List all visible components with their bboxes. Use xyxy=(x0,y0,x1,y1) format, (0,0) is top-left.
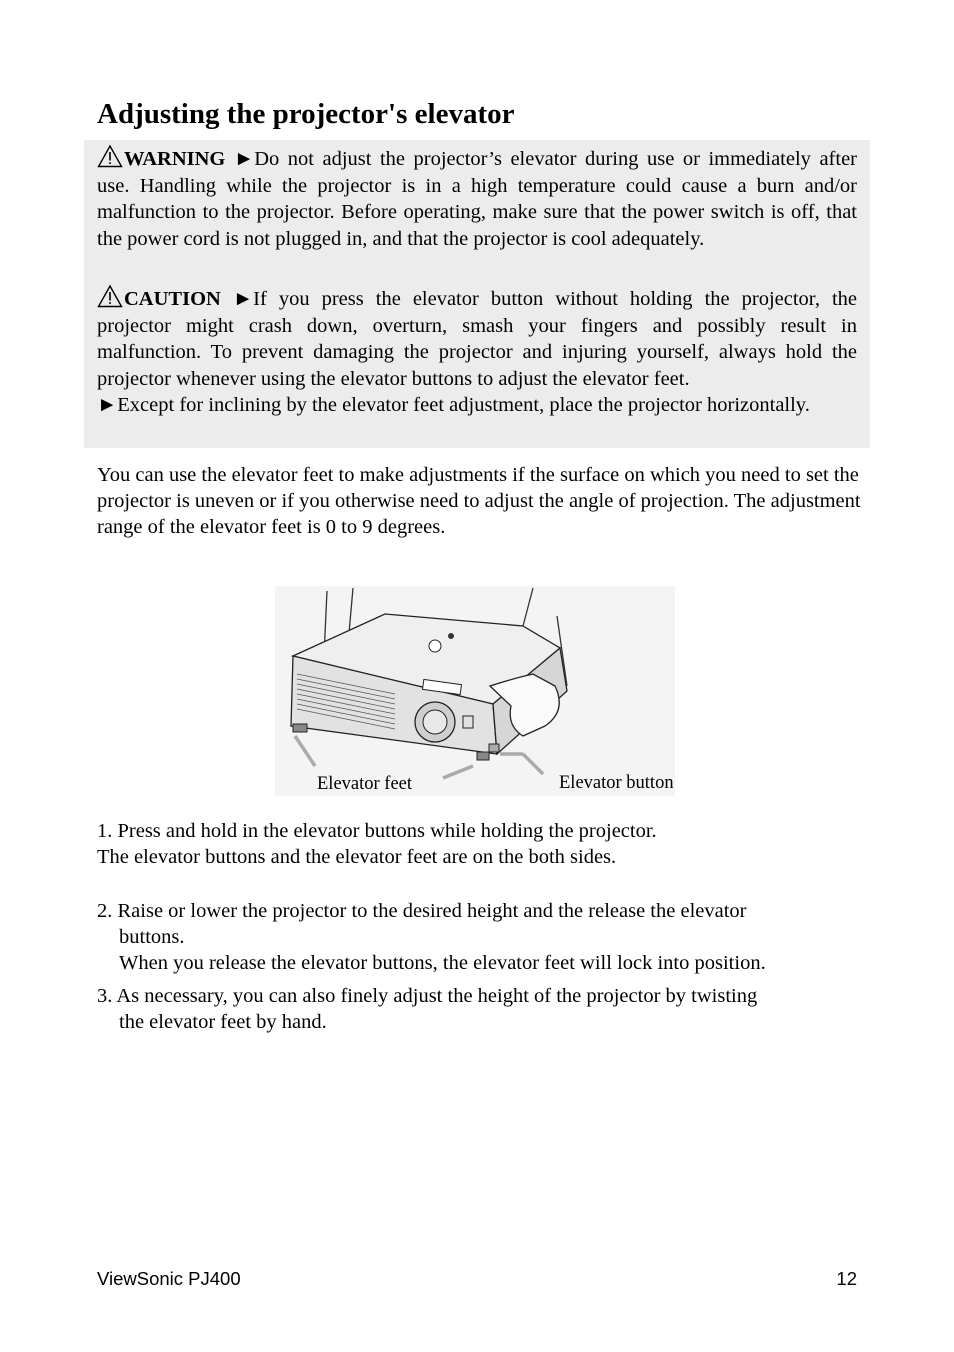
footer-page-number: 12 xyxy=(836,1268,857,1289)
caution-extra: ►Except for inclining by the elevator feet adjustment, place the projector horizontally. xyxy=(97,394,810,416)
label-elevator-button: Elevator button xyxy=(559,773,674,793)
step-2-line1: 2. Raise or lower the projector to the desired height and the release the elevator xyxy=(97,900,747,922)
step-3 xyxy=(97,983,877,1035)
projector-illustration xyxy=(275,586,675,796)
caution-tag: CAUTION xyxy=(124,288,221,310)
projector-figure xyxy=(275,586,675,796)
step-2 xyxy=(97,898,877,976)
step-2-line2: buttons. xyxy=(119,926,185,948)
caution-triangle-icon xyxy=(97,284,123,308)
step-1 xyxy=(97,818,877,870)
warning-notice xyxy=(97,144,857,252)
warning-tag: WARNING xyxy=(124,148,226,170)
caution-arrow: ► xyxy=(232,288,254,310)
caution-notice xyxy=(97,284,857,392)
step-3-line1: 3. As necessary, you can also finely adjust the height of the projector by twisting xyxy=(97,985,758,1007)
step-1-line2: The elevator buttons and the elevator feet are on the both sides. xyxy=(97,846,617,868)
footer-brand: ViewSonic PJ400 xyxy=(97,1268,241,1289)
warning-text: Do not adjust the projector’s elevator during use or immediately after use. Handling while the projector is in a high temperature could cause a burn and/or malfunction to the projector. Before operating, make sure that the power switch is off, that the power cord is not plugged in, and that the projector is cool adequately. xyxy=(97,148,857,250)
step-1-line1: 1. Press and hold in the elevator buttons while holding the projector. xyxy=(97,820,657,842)
warning-triangle-icon xyxy=(97,144,123,168)
intro-paragraph: You can use the elevator feet to make adjustments if the surface on which you need to set the projector is uneven or if you otherwise need to adjust the angle of projection. The adjustment range of the elevator feet is 0 to 9 degrees. xyxy=(97,464,861,538)
step-3-line2: the elevator feet by hand. xyxy=(119,1011,327,1033)
page-title: Adjusting the projector's elevator xyxy=(97,98,515,130)
caution-text: If you press the elevator button without holding the projector, the projector might crash down, overturn, smash your fingers and possibly result in malfunction. To prevent damaging the projector and injuring yourself, always hold the projector whenever using the elevator buttons to adjust the elevator feet. xyxy=(97,288,858,390)
step-2-line3: When you release the elevator buttons, the elevator feet will lock into position. xyxy=(119,952,766,974)
warning-arrow: ► xyxy=(233,148,255,170)
label-elevator-feet: Elevator feet xyxy=(317,774,413,794)
